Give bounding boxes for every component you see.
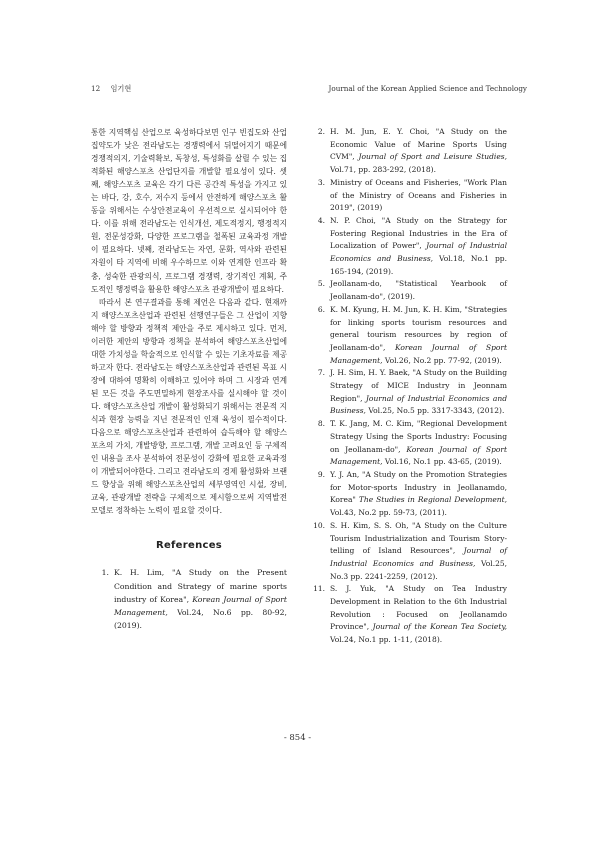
reference-journal: The Studies in Regional Development, (358, 495, 507, 505)
reference-text (330, 215, 507, 279)
reference-journal: Journal of Industrial Economics and Business, (330, 241, 508, 264)
reference-number: 6. (317, 304, 325, 314)
reference-number: 7. (317, 368, 325, 378)
reference-text (330, 418, 507, 469)
reference-citation: S. H. Kim, S. S. Oh, "A Study on the Culture Tourism Industrialization and Tourism Story-telling of Island Resources", (330, 520, 507, 556)
reference-citation: H. M. Jun, E. Y. Choi, "A Study on the Economic Value of Marine Sports Using CVM", (330, 127, 507, 162)
reference-journal: Korean Journal of Sport Management, (330, 444, 507, 467)
reference-journal: Journal of Industrial Economics and Business, (330, 546, 507, 568)
reference-journal: Journal of Industrial Economics and Business, (330, 393, 507, 416)
reference-text (330, 583, 507, 647)
reference-item (307, 278, 507, 303)
reference-details: Vol.26, No.2 pp. 77-92, (2019). (382, 355, 502, 365)
body-paragraph-1: 통한 지역핵심 산업으로 육성하다보면 인구 빈집도와 산업집약도가 낮은 전라남도는 경쟁력에서 뒤떨어지기 때문에 경쟁적의지, 기술력확보, 독창성, 특성화를 살릴 수 있는 집적화된 해양스포츠 산업단지를 개발할 필요성이 있다. 셋째, 해양스포츠 교육은 각기 다른 공간적 특성을 가지고 있는 바다, 강, 호수, 저수지 등에서 안전하게 해양스포츠 활동을 위해서는 수상안전교육이 우선적으로 실시되어야 한다. 이를 위해 전라남도는 인식개선, 제도적정지, 행정적지원, 전문성강화, 다양한 프로그램을 철폭된 교육과정 개발이 필요하다. 넷째, 전라남도는 자연, 문화, 역사와 관련된 자원이 타 지역에 비해 우수하므로 이와 연계한 인프라 확충, 성숙한 관광의식, 프로그램 경쟁력, 장기적인 계획, 주도적인 행정력을 활용한 해양스포츠 관광개발이 필요하다. (91, 128, 287, 294)
reference-journal: Korean Journal of Sport Management, (114, 594, 288, 617)
reference-journal: Journal of the Korean Tea Society, (372, 622, 507, 632)
reference-number: 2. (317, 127, 325, 136)
body-paragraph-2: 따라서 본 연구결과를 통해 제언은 다음과 같다. 현재까지 해양스포츠산업과 관련된 선행연구들은 그 산업이 지향해야 할 방향과 정책적 제안을 주로 제시하고 있다. 먼저, 이러한 제안의 방향과 정책을 분석하여 해양스포츠산업에 대한 가치성을 학술적으로 인식할 수 있는 기초자료를 제공하고자 한다. 전라남도는 해양스포츠산업과 관련된 목표 시장에 대하여 명확히 이해하고 있어야 하며 그 시장과 연계된 모든 것을 주도면밀하게 현장조사를 실시해야 할 것이다. 해양스포츠산업 개발이 활성화되기 위해서는 전문적 지식과 현장 능력을 지닌 전문적인 인재 육성이 필수적이다. 다음으로 해양스포츠산업과 관련하여 습득해야 할 해양스포츠의 가치, 개발방향, 프로그램, 개발 고려요인 등 구체적인 내용을 조사 분석하여 전문성이 강화에 필요한 교육과정이 개발되어야한다. 그리고 전라남도의 경제 활성화와 브랜드 향상을 위해 해양스포츠산업의 세부영역인 시설, 장비, 교육, 관광개발 전략을 구체적으로 제시함으로써 지역발전 모델로 정착하는 노력이 필요할 것이다. (91, 297, 287, 516)
reference-citation: S. J. Yuk, "A Study on Tea Industry Development in Relation to the 6th Industrial Revolution : Focused on Jeollanamdo Province", (330, 584, 507, 632)
reference-number: 8. (317, 419, 325, 429)
reference-journal: Korean Journal of Sport Management, (330, 342, 507, 365)
left-column (91, 126, 287, 632)
reference-details: Vol.71, pp. 283-292, (2018). (330, 165, 436, 175)
reference-item (307, 367, 507, 418)
reference-journal: Journal of Sport and Leisure Studies, (358, 152, 507, 162)
page-footer: - 854 - (283, 733, 312, 743)
reference-details: Vol.16, No.1 pp. 43-65, (2019). (382, 457, 502, 467)
reference-citation: K. H. Lim, "A Study on the Present Condition and Strategy of marine sports industry of Korea", (114, 568, 287, 604)
reference-citation: T. K. Jang, M. C. Kim, "Regional Development Strategy Using the Sports Industry: Focusing on Jeollanam-do", (330, 419, 507, 454)
reference-details: Vol.24, No.1 pp. 1-11, (2018). (330, 635, 443, 645)
reference-citation: N. P. Choi, "A Study on the Strategy for Fostering Regional Industries in the Era of Localization of Power", (330, 215, 507, 251)
reference-details: Vol.24, No.6 pp. 80-92, (2019). (114, 607, 287, 630)
reference-item (307, 126, 507, 177)
page-header (91, 84, 527, 94)
reference-citation: K. M. Kyung, H. M. Jun, K. H. Kim, "Strategies for linking sports tourism resources and general tourism resources by region of Jeollanam-do", (330, 304, 507, 352)
reference-number: 11. (313, 584, 325, 594)
reference-number: 4. (317, 215, 325, 225)
header-left (91, 84, 139, 94)
reference-text (330, 177, 507, 215)
reference-text (330, 367, 507, 418)
reference-item (307, 583, 507, 647)
reference-citation: Jeollanam-do, "Statistical Yearbook of Jeollanam-do", (2019). (330, 279, 507, 302)
reference-citation: J. H. Sim, H. Y. Baek, "A Study on the Building Strategy of MICE Industry in Jeonnam Region", (330, 368, 507, 403)
reference-item (307, 177, 507, 215)
reference-text (330, 126, 507, 177)
reference-item (307, 469, 507, 520)
references-heading: References (155, 540, 223, 552)
reference-text (330, 469, 507, 520)
reference-details: Vol.25, No.3 pp. 2241-2259, (2012). (330, 558, 508, 581)
reference-details: Vol.25, No.5 pp. 3317-3343, (2012). (365, 406, 505, 416)
reference-number: 5. (317, 279, 325, 289)
reference-text (114, 566, 287, 631)
reference-item (91, 566, 287, 631)
reference-text (330, 304, 507, 368)
header-author: 임기현 (110, 84, 132, 93)
reference-number: 9. (317, 469, 325, 479)
reference-text (330, 520, 507, 584)
reference-number: 3. (317, 177, 325, 187)
reference-citation: Ministry of Oceans and Fisheries, "Work Plan of the Ministry of Oceans and Fisheries in 2019", (2019) (330, 177, 507, 213)
reference-number: 10. (313, 520, 325, 530)
reference-item (307, 215, 507, 279)
reference-details: Vol.18, No.1 pp. 165-194, (2019). (330, 254, 507, 276)
reference-details: Vol.43, No.2 pp. 59-73, (2011). (330, 508, 447, 518)
reference-number: 1. (101, 568, 109, 578)
reference-citation: Y. J. An, "A Study on the Promotion Strategies for Motor-sports Industry in Jeollanamdo, Korea" (330, 469, 507, 505)
references-list-right (307, 126, 507, 647)
reference-text (330, 278, 507, 303)
header-journal: Journal of the Korean Applied Science and Technology (328, 84, 527, 93)
reference-item (307, 520, 507, 584)
references-list-left (91, 566, 287, 631)
header-page-number: 12 (91, 84, 101, 93)
reference-item (307, 418, 507, 469)
reference-item (307, 304, 507, 368)
